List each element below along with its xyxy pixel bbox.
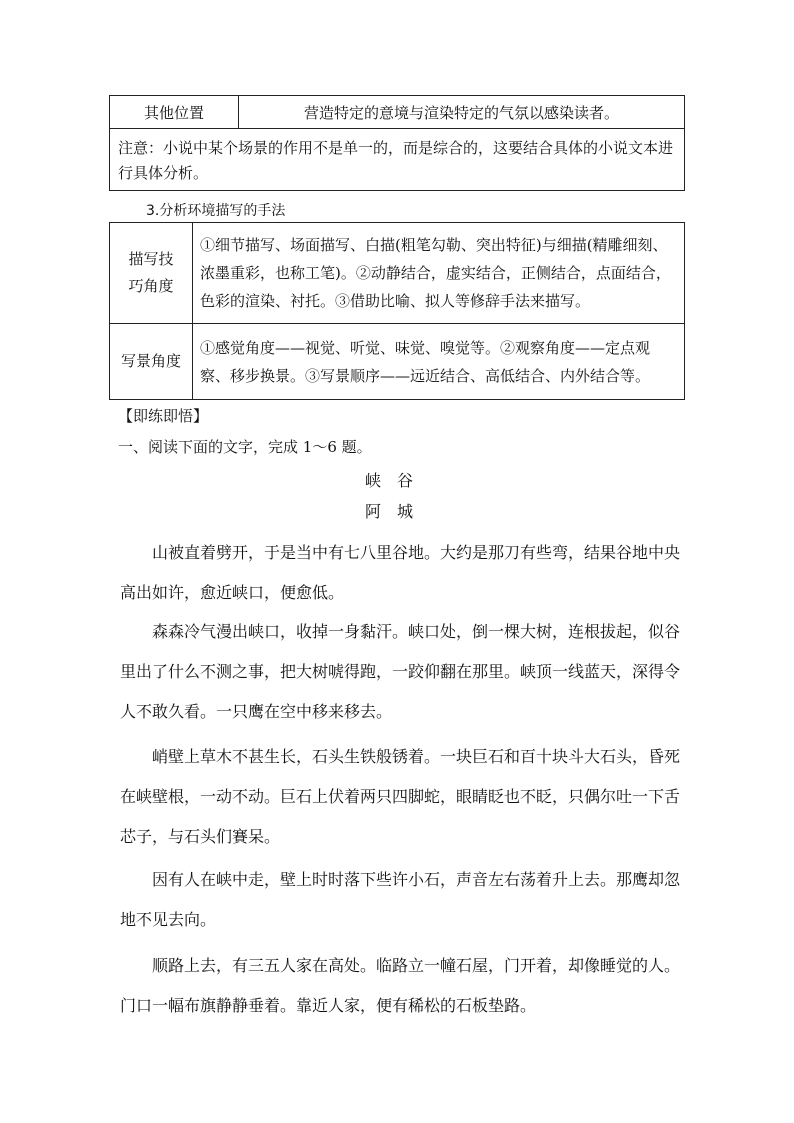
row-content: ①细节描写、场面描写、白描(粗笔勾勒、突出特征)与细描(精雕细刻、浓墨重彩，也称工笔)。②动静结合，虚实结合，正侧结合，点面结合，色彩的渲染、衬托。③借助比喻、拟人等修辞手法来描写。 [200, 236, 671, 310]
article-paragraph: 峭壁上草木不甚生长，石头生铁般锈着。一块巨石和百十块斗大石头，昏死在峡壁根，一动不动。巨石上伏着两只四脚蛇，眼睛眨也不眨，只偶尔吐一下舌芯子，与石头们賽呆。 [120, 747, 681, 846]
table-row [110, 223, 684, 324]
row-label [110, 223, 193, 323]
article-paragraph: 因有人在峡中走，壁上时时落下些许小石，声音左右荡着升上去。那鹰却忽地不见去向。 [120, 870, 681, 929]
row-label-line: 描写技 [128, 250, 174, 268]
article-paragraph: 顺路上去，有三五人家在高处。临路立一幢石屋，门开着，却像睡觉的人。门口一幅布旗静静垂着。靠近人家，便有稀松的石板垫路。 [120, 956, 681, 1015]
row-label: 写景角度 [110, 324, 193, 399]
section-heading: 3.分析环境描写的手法 [146, 203, 286, 219]
article-paragraph: 森森冷气漫出峡口，收掉一身黏汗。峡口处，倒一棵大树，连根拔起，似谷里出了什么不测之事，把大树唬得跑，一跤仰翻在那里。峡顶一线蓝天，深得令人不敢久看。一只鹰在空中移来移去。 [120, 622, 681, 721]
article-author: 阿城 [364, 502, 429, 521]
question-intro: 一、阅读下面的文字，完成 1～6 题。 [118, 438, 372, 456]
row-content: ①感觉角度——视觉、听觉、味觉、嗅觉等。②观察角度——定点观察、移步换景。③写景顺序——远近结合、高低结合、内外结合等。 [200, 339, 651, 385]
table-note: 注意：小说中某个场景的作用不是单一的，而是综合的，这要结合具体的小说文本进行具体分析。 [118, 139, 674, 182]
article-title: 峡谷 [364, 471, 429, 490]
row-content: 营造特定的意境与渲染特定的气氛以感染读者。 [303, 103, 619, 122]
row-label: 其他位置 [110, 96, 239, 128]
table-row [110, 324, 684, 399]
row-label-line: 巧角度 [128, 277, 174, 295]
technique-table [109, 222, 685, 400]
exercise-heading: 【即练即悟】 [118, 407, 209, 425]
article-paragraph: 山被直着劈开，于是当中有七八里谷地。大约是那刀有些弯，结果谷地中央高出如许，愈近峡口，便愈低。 [120, 543, 681, 602]
scene-function-table [109, 95, 685, 191]
table-row [110, 96, 684, 129]
